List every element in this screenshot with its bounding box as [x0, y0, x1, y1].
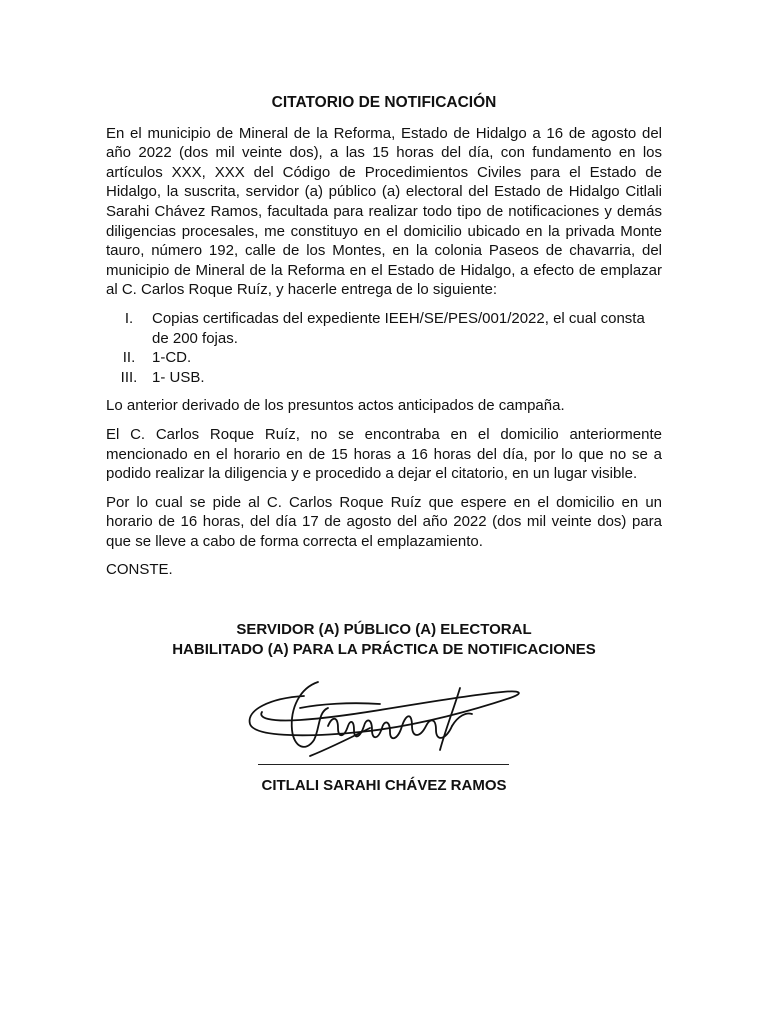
closing-text: CONSTE.	[106, 561, 173, 579]
list-item	[106, 368, 662, 388]
intro-paragraph: En el municipio de Mineral de la Reforma, Estado de Hidalgo a 16 de agosto del año 2022 (dos mil veinte dos), a las 15 horas del día, con fundamento en los artículos XXX, XXX del Código de Procedimientos Civiles para el Estado de Hidalgo, la suscrita, servidor (a) público (a) electoral del Estado de Hidalgo Citlali Sarahi Chávez Ramos, facultada para realizar todo tipo de notificaciones y demás diligencias procesales, me constituyo en el domicilio ubicado en la privada Monte tauro, número 192, calle de los Montes, en la colonia Paseos de chavarria, del municipio de Mineral de la Reforma en el Estado de Hidalgo, a efecto de emplazar al C. Carlos Roque Ruíz, y hacerle entrega de lo siguiente:	[106, 124, 662, 299]
list-item	[106, 348, 662, 368]
signer-name: CITLALI SARAHI CHÁVEZ RAMOS	[261, 777, 507, 794]
list-item-number: II.	[122, 349, 136, 367]
list-item-text: 1-CD.	[152, 349, 192, 367]
reason-paragraph: Lo anterior derivado de los presuntos actos anticipados de campaña.	[106, 397, 565, 415]
delivered-items-list	[106, 309, 662, 387]
signature-block-heading	[106, 620, 662, 660]
absence-paragraph: El C. Carlos Roque Ruíz, no se encontraba en el domicilio anteriormente mencionado en el horario en de 15 horas a 16 horas del día, por lo que no se a podido realizar la diligencia y e procedido a dejar el citatorio, en un lugar visible.	[106, 425, 662, 483]
handwritten-signature	[240, 668, 530, 768]
document-body	[106, 93, 662, 580]
list-item-text: Copias certificadas del expediente IEEH/SE/PES/001/2022, el cual consta de 200 fojas.	[152, 309, 645, 347]
list-item-number: III.	[120, 368, 138, 386]
signature-line	[258, 764, 509, 765]
document-title: CITATORIO DE NOTIFICACIÓN	[271, 94, 497, 111]
list-item-text: 1- USB.	[152, 368, 205, 386]
request-paragraph: Por lo cual se pide al C. Carlos Roque Ruíz que espere en el domicilio en un horario de 16 horas, del día 17 de agosto del año 2022 (dos mil veinte dos) para que se lleve a cabo de forma correcta el emplazamiento.	[106, 493, 662, 550]
signer-role-line-1: SERVIDOR (A) PÚBLICO (A) ELECTORAL	[236, 621, 532, 638]
signer-role-line-2: HABILITADO (A) PARA LA PRÁCTICA DE NOTIFICACIONES	[172, 641, 596, 658]
list-item	[106, 309, 662, 348]
list-item-number: I.	[124, 309, 134, 327]
